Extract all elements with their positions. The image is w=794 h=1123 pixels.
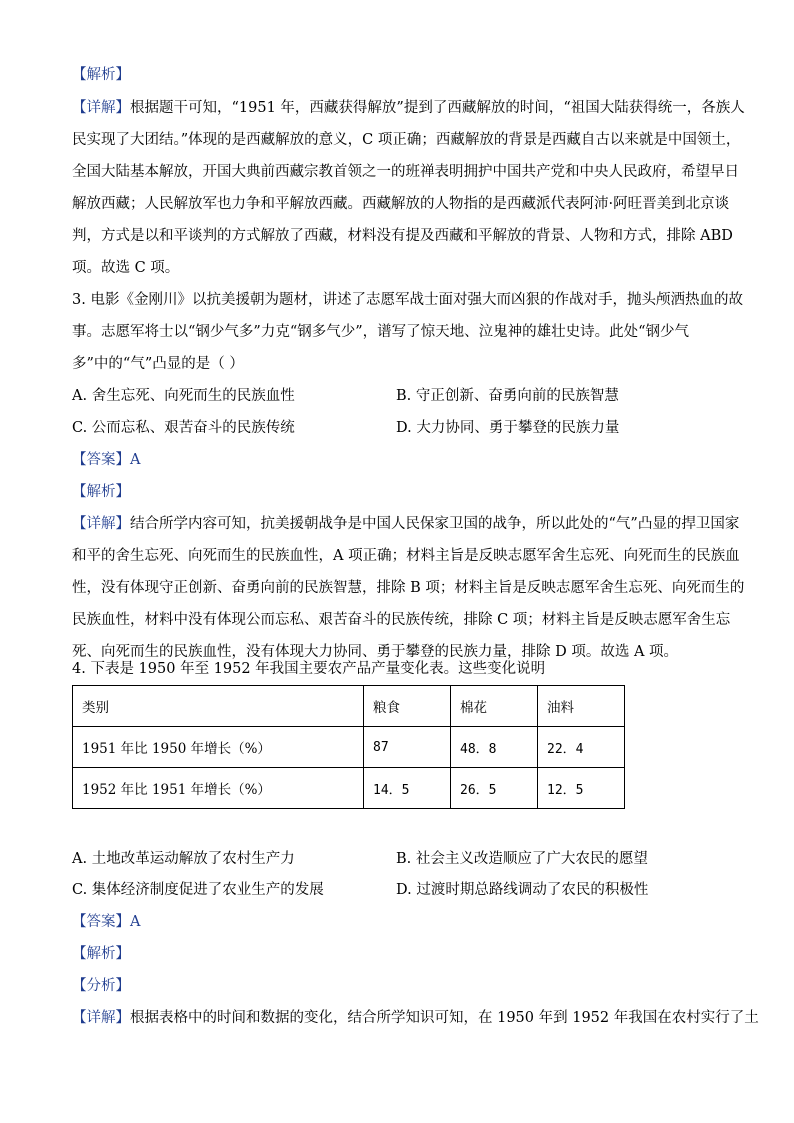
table-row — [73, 727, 625, 768]
table-cell: 87 — [364, 727, 451, 768]
detail-paragraph-line: 和平的舍生忘死、向死而生的民族血性，A 项正确；材料主旨是反映志愿军舍生忘死、向死而生的民族血 — [72, 548, 740, 564]
table-header-cell: 粮食 — [364, 686, 451, 727]
q4-option-a: A. 土地改革运动解放了农村生产力 — [72, 851, 295, 867]
table-cell: 1951 年比 1950 年增长（%） — [73, 727, 364, 768]
detail-paragraph-line: 【详解】结合所学内容可知，抗美援朝战争是中国人民保家卫国的战争，所以此处的“气”凸显的捍卫国家 — [72, 516, 740, 532]
q3-option-d: D. 大力协同、勇于攀登的民族力量 — [396, 420, 620, 436]
detail-paragraph-line: 全国大陆基本解放，开国大典前西藏宗教首领之一的班禅表明拥护中国共产党和中央人民政府，希望早日 — [72, 164, 739, 180]
detail-tag: 【详解】 — [72, 100, 130, 116]
table-cell: 1952 年比 1951 年增长（%） — [73, 768, 364, 809]
detail-paragraph-line: 【详解】根据表格中的时间和数据的变化，结合所学知识可知，在 1950 年到 1952 年我国在农村实行了土 — [72, 1010, 759, 1026]
table-header-cell: 油料 — [538, 686, 625, 727]
detail-paragraph-line: 解放西藏；人民解放军也力争和平解放西藏。西藏解放的人物指的是西藏派代表阿沛·阿旺晋美到北京谈 — [72, 196, 730, 212]
detail-paragraph-line: 【详解】根据题干可知，“1951 年，西藏获得解放”提到了西藏解放的时间，“祖国大陆获得统一，各族人 — [72, 100, 745, 116]
q4-option-d: D. 过渡时期总路线调动了农民的积极性 — [396, 882, 649, 898]
table-cell: 26．5 — [451, 768, 538, 809]
table-cell: 12．5 — [538, 768, 625, 809]
question-4-line: 4. 下表是 1950 年至 1952 年我国主要农产品产量变化表。这些变化说明 — [72, 661, 546, 677]
q3-option-c: C. 公而忘私、艰苦奋斗的民族传统 — [72, 420, 295, 436]
answer-line: 【答案】A — [72, 914, 141, 930]
production-table — [72, 685, 625, 809]
table-cell: 48．8 — [451, 727, 538, 768]
q3-option-a: A. 舍生忘死、向死而生的民族血性 — [72, 388, 295, 404]
question-3-line: 事。志愿军将士以“钢少气多”力克“钢多气少”，谱写了惊天地、泣鬼神的雄壮史诗。此处“钢少气 — [72, 324, 690, 340]
question-3-line: 3. 电影《金刚川》以抗美援朝为题材，讲述了志愿军战士面对强大而凶狠的作战对手，抛头颅洒热血的故 — [72, 292, 743, 308]
table-header-cell: 棉花 — [451, 686, 538, 727]
detail-tag: 【详解】 — [72, 516, 130, 532]
q4-option-b: B. 社会主义改造顺应了广大农民的愿望 — [396, 851, 648, 867]
detail-paragraph-line: 性，没有体现守正创新、奋勇向前的民族智慧，排除 B 项；材料主旨是反映志愿军舍生忘死、向死而生的 — [72, 580, 745, 596]
detail-tag: 【详解】 — [72, 1010, 130, 1026]
fenxi-label: 【分析】 — [72, 978, 130, 994]
analysis-label: 【解析】 — [72, 946, 130, 962]
detail-paragraph-line: 死、向死而生的民族血性，没有体现大力协同、勇于攀登的民族力量，排除 D 项。故选 A 项。 — [72, 644, 679, 660]
detail-paragraph-line: 民实现了大团结。”体现的是西藏解放的意义，C 项正确；西藏解放的背景是西藏自古以来就是中国领土， — [72, 132, 741, 148]
answer-line: 【答案】A — [72, 452, 141, 468]
analysis-label: 【解析】 — [72, 67, 130, 83]
table-row — [73, 768, 625, 809]
table-cell: 14．5 — [364, 768, 451, 809]
q3-option-b: B. 守正创新、奋勇向前的民族智慧 — [396, 388, 619, 404]
table-cell: 22．4 — [538, 727, 625, 768]
detail-paragraph-line: 判，方式是以和平谈判的方式解放了西藏，材料没有提及西藏和平解放的背景、人物和方式，排除 ABD — [72, 228, 733, 244]
question-3-line: 多”中的“气”凸显的是（ ） — [72, 356, 244, 372]
analysis-label: 【解析】 — [72, 484, 130, 500]
detail-paragraph-line: 项。故选 C 项。 — [72, 260, 180, 276]
table-header-cell: 类别 — [73, 686, 364, 727]
q4-option-c: C. 集体经济制度促进了农业生产的发展 — [72, 882, 324, 898]
table-header-row — [73, 686, 625, 727]
detail-paragraph-line: 民族血性，材料中没有体现公而忘私、艰苦奋斗的民族传统，排除 C 项；材料主旨是反映志愿军舍生忘 — [72, 612, 731, 628]
